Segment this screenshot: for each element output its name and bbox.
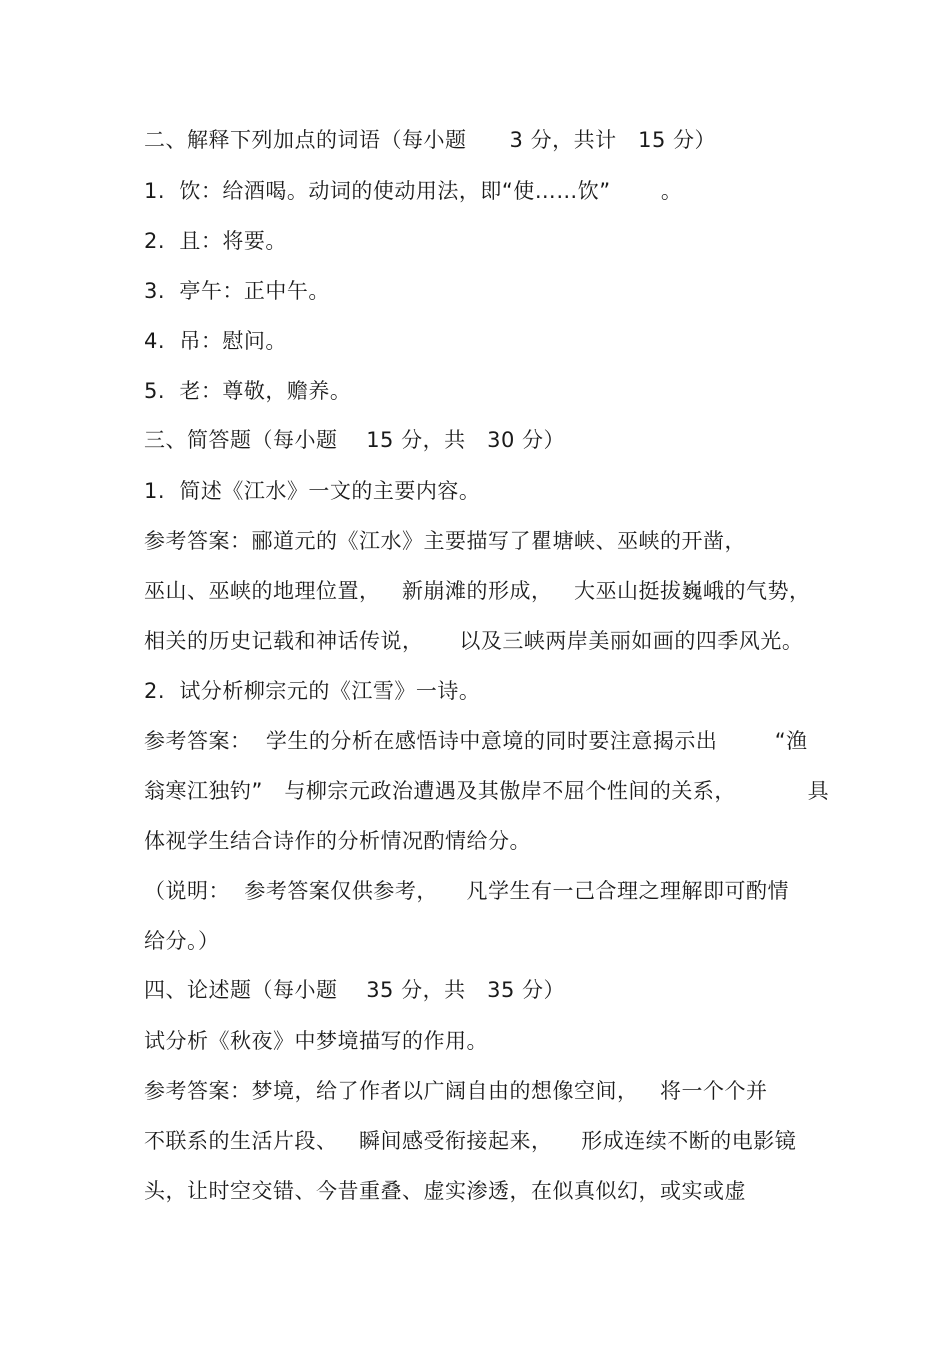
answer-3-1-line-2: 巫山、巫峡的地理位置， 新崩滩的形成， 大巫山挺拔巍峨的气势， xyxy=(144,579,811,603)
answer-3-2-line-2: 翁寒江独钓” 与柳宗元政治遭遇及其傲岸不屈个性间的关系， 具 xyxy=(144,779,830,803)
answer-line-2: 2. 且：将要。 xyxy=(144,229,287,253)
section-heading-3: 三、简答题（每小题 15 分，共 30 分） xyxy=(144,428,566,452)
question-3-2: 2. 试分析柳宗元的《江雪》一诗。 xyxy=(144,679,481,703)
answer-3-1-line-3: 相关的历史记载和神话传说， 以及三峡两岸美丽如画的四季风光。 xyxy=(144,629,804,653)
question-4: 试分析《秋夜》中梦境描写的作用。 xyxy=(144,1029,488,1053)
answer-4-line-2: 不联系的生活片段、 瞬间感受衔接起来， 形成连续不断的电影镜 xyxy=(144,1129,797,1153)
answer-3-1-line-1: 参考答案：郦道元的《江水》主要描写了瞿塘峡、巫峡的开凿， xyxy=(144,529,746,553)
question-3-1: 1. 简述《江水》一文的主要内容。 xyxy=(144,479,481,503)
answer-3-2-line-1: 参考答案： 学生的分析在感悟诗中意境的同时要注意揭示出 “渔 xyxy=(144,729,808,753)
answer-4-line-1: 参考答案：梦境，给了作者以广阔自由的想像空间， 将一个个并 xyxy=(144,1079,768,1103)
note-line-1: （说明： 参考答案仅供参考， 凡学生有一己合理之理解即可酌情 xyxy=(144,879,790,903)
answer-3-2-line-3: 体视学生结合诗作的分析情况酌情给分。 xyxy=(144,829,531,853)
answer-line-1: 1. 饮：给酒喝。动词的使动用法，即“使……饮” 。 xyxy=(144,179,683,203)
answer-line-4: 4. 吊：慰问。 xyxy=(144,329,287,353)
section-heading-4: 四、论述题（每小题 35 分，共 35 分） xyxy=(144,978,566,1002)
answer-line-3: 3. 亭午：正中午。 xyxy=(144,279,330,303)
note-line-2: 给分。） xyxy=(144,929,220,953)
answer-line-5: 5. 老：尊敬，赡养。 xyxy=(144,379,352,403)
answer-4-line-3: 头，让时空交错、今昔重叠、虚实渗透，在似真似幻，或实或虚 xyxy=(144,1179,746,1203)
section-heading-2: 二、解释下列加点的词语（每小题 3 分，共计 15 分） xyxy=(144,128,717,152)
